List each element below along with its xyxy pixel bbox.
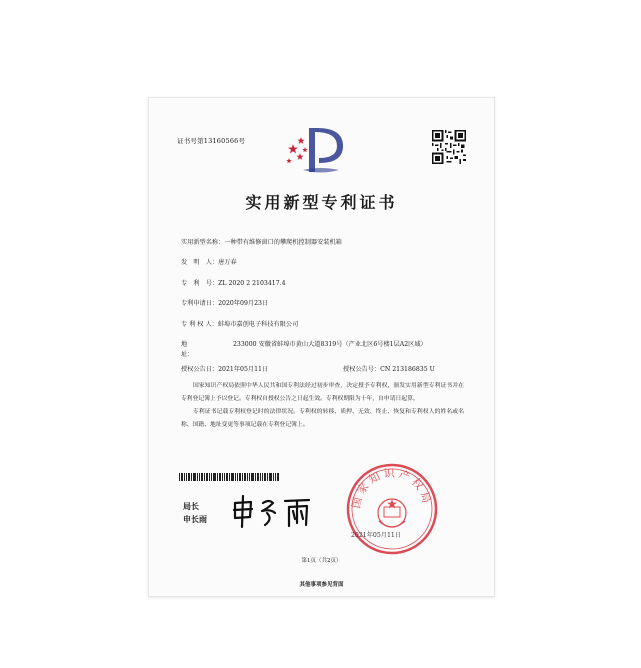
director-name: 申长雨: [183, 514, 207, 524]
official-seal-icon: [346, 463, 438, 555]
field-patentee: [181, 320, 298, 329]
field-inventor-label: 发 明 人：: [181, 259, 219, 266]
field-filing-date-value: 2020年09月23日: [218, 300, 269, 307]
field-address-value: 233000 安徽省蚌埠市黄山大道8319号（产业北区6号楼1层A2区域）: [233, 341, 427, 348]
director-title: 局长: [183, 501, 199, 511]
field-filing-date: [181, 299, 268, 308]
field-patentee-label: 专 利 权 人：: [181, 321, 218, 328]
qr-code-icon: [432, 130, 466, 164]
field-name-value: 一种带有维修窗口的攀爬机控制器安装机箱: [224, 239, 342, 246]
field-pub-no: [343, 365, 435, 374]
barcode-icon: [179, 473, 279, 481]
field-grant-date-label: 授权公告日：: [181, 366, 219, 373]
seal-text: 国家知识产权局: [349, 466, 435, 510]
field-patent-no: [181, 279, 286, 288]
field-grant-date-value: 2021年05月11日: [218, 366, 269, 373]
field-pub-no-label: 授权公告号：: [343, 366, 381, 373]
field-pub-no-value: CN 213186835 U: [380, 366, 435, 373]
seal-date: 2021年05月11日: [351, 532, 402, 539]
certificate-number: 证书号第13160566号: [177, 137, 246, 145]
field-address-label: 地 址：: [181, 341, 206, 358]
body-paragraph-1: 国家知识产权局依照中华人民共和国专利法经过初步审查，决定授予专利权，颁发实用新型专利证书并在专利登记簿上予以登记。专利权自授权公告之日起生效。专利权期限为十年，自申请日起算。: [181, 383, 464, 402]
director-block: [183, 500, 207, 526]
signature-icon: [229, 493, 324, 529]
certificate-body: [181, 380, 464, 432]
back-note: 其他事项参见背面: [299, 582, 344, 588]
body-paragraph-2: 专利证书记载专利权登记时的法律状况。专利权的转移、质押、无效、终止、恢复和专利权人的姓名或名称、国籍、地址变更等事项记载在专利登记簿上。: [181, 409, 464, 428]
field-grant-date: [181, 365, 268, 374]
field-patent-no-value: ZL 2020 2 2103417.4: [218, 280, 286, 287]
field-inventor: [181, 258, 237, 267]
field-name-label: 实用新型名称：: [181, 239, 225, 246]
field-filing-date-label: 专利申请日：: [181, 300, 219, 307]
certificate-title: 实用新型专利证书: [245, 193, 398, 212]
field-patent-no-label: 专 利 号：: [181, 280, 219, 287]
field-inventor-value: 唐万春: [218, 259, 237, 266]
field-patentee-value: 蚌埠市嘉创电子科技有限公司: [217, 321, 299, 328]
certificate-page: [148, 97, 495, 597]
patent-emblem-icon: [279, 120, 363, 180]
field-name: [181, 238, 342, 247]
page-number: 第1页（共2页）: [301, 558, 342, 564]
